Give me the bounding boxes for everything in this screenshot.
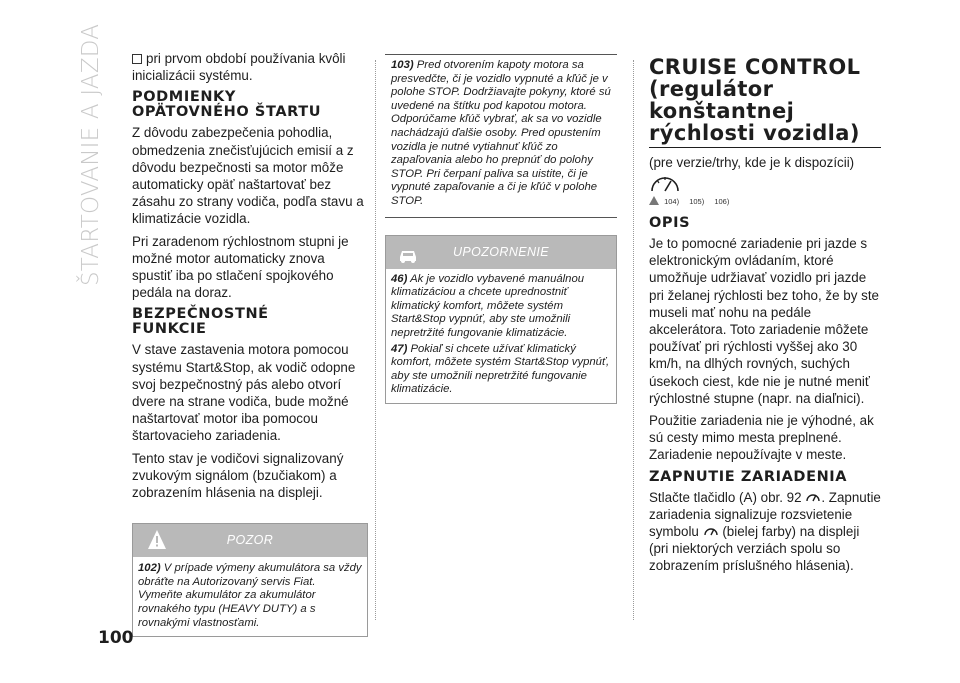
speedometer-icon <box>806 490 820 503</box>
caution-label: UPOZORNENIE <box>452 244 550 259</box>
ref-106: 106) <box>714 197 730 206</box>
speedometer-icon <box>704 524 718 537</box>
heading-safety-functions: BEZPEČNOSTNÉ FUNKCIE <box>132 306 269 338</box>
warning-box <box>132 523 368 637</box>
checkbox-icon <box>132 54 142 64</box>
ref-105: 105) <box>689 197 705 206</box>
note-47: 47) Pokiaľ si chcete užívať klimatický komfort, môžete systém Start&Stop vypnúť, aby ste umožnili nepretržité fungovanie klimatizácie. <box>391 342 610 396</box>
caution-box <box>385 235 617 404</box>
paragraph: Stlačte tlačidlo (A) obr. 92 . Zapnutie zariadenia signalizuje rozsvietenie symbolu (bielej farby) na displeji (pri niektorých verziách spolu so zobrazením príslušného hlásenia). <box>649 489 881 574</box>
intro-paragraph: pri prvom období používania kvôli inicializácii systému. <box>132 51 346 84</box>
note-references <box>649 196 881 206</box>
availability-note: (pre verzie/trhy, kde je k dispozícii) <box>649 155 855 170</box>
paragraph: Pri zaradenom rýchlostnom stupni je možné motor automaticky znova spustiť iba po stlačení spojkového pedála na doraz. <box>132 233 349 301</box>
note-103: 103) Pred otvorením kapoty motora sa presvedčte, či je vozidlo vypnuté a kľúč je v polohe STOP. Dodržiavajte pokyny, ktoré sú uvedené na štítku pod kapotou motora. Odporúčame kľúč vybrať, ak sa vo vozidle nachádzajú ďalšie osoby. Pred opustením vozidla je nutné vytiahnuť kľúč zo zapaľovania alebo ho prepnúť do polohy STOP. Pri čerpaní paliva sa uistite, či je vypnuté zapaľovanie a či je kľúč v polohe STOP. <box>391 59 611 207</box>
column-left <box>132 50 368 637</box>
paragraph: Použitie zariadenia nie je výhodné, ak sú cesty mimo mesta preplnené. Zariadenie nepoužívajte v meste. <box>649 413 874 463</box>
column-divider <box>633 60 634 620</box>
warning-box-header <box>133 524 367 557</box>
heading-restart-conditions: PODMIENKY OPÄTOVNÉHO ŠTARTU <box>132 89 322 121</box>
caution-box-body <box>386 269 616 403</box>
warning-label: POZOR <box>226 533 274 548</box>
heading-switching-on: ZAPNUTIE ZARIADENIA <box>649 468 848 485</box>
page-number: 100 <box>98 628 134 648</box>
section-title-cruise-control: CRUISE CONTROL (regulátor konštantnej rýchlosti vozidla) <box>649 56 881 148</box>
warning-box-body <box>133 557 367 636</box>
column-divider <box>375 60 376 620</box>
note-102: 102) V prípade výmeny akumulátora sa vždy obráťte na Autorizovaný servis Fiat. Vymeňte akumulátor za akumulátor rovnakého typu (HEAVY DUTY) a s rovnakými vlastnosťami. <box>138 562 362 629</box>
note-box <box>385 54 617 218</box>
paragraph: V stave zastavenia motora pomocou systému Start&Stop, ak vodič odopne svoj bezpečnostný pás alebo otvorí dvere na strane vodiča, bude možné naštartovať motor iba pomocou štartovacieho zariadenia. <box>132 342 356 444</box>
paragraph: Tento stav je vodičovi signalizovaný zvukovým signálom (bzučiakom) a zobrazením hlásenia na displeji. <box>132 450 344 501</box>
heading-description: OPIS <box>649 215 691 231</box>
note-46: 46) Ak je vozidlo vybavené manuálnou klimatizáciou a chcete uprednostniť klimatický komfort, môžete systém Start&Stop vypnúť, aby ste umožnili nepretržité fungovanie klimatizácie. <box>391 272 585 339</box>
paragraph: Z dôvodu zabezpečenia pohodlia, obmedzenia znečisťujúcich emisií a z dôvodu bezpečnosti sa motor môže automaticky opäť naštartovať bez zásahu zo strany vodiča, podľa stavu a klimatizácie vozidla. <box>132 125 364 227</box>
ref-104: 104) <box>664 197 680 206</box>
caution-box-header <box>386 236 616 269</box>
side-section-title: ŠTARTOVANIE A JAZDA <box>78 23 104 286</box>
speedometer-icon <box>649 174 681 194</box>
speedometer-symbol <box>649 174 881 194</box>
column-middle <box>385 54 617 404</box>
column-right <box>649 54 881 580</box>
paragraph: Je to pomocné zariadenie pri jazde s elektronickým ovládaním, ktoré umožňuje udržiavať vozidlo pri jazde pri želanej rýchlosti bez toho, že by ste museli mať nohu na pedále akcelerátora. Toto zariadenie môžete používať pri rýchlosti vyššej ako 30 km/h, na dlhých rovných, suchých úsekoch ciest, kde nie je nutné meniť rýchlostné stupne (napr. na diaľnici). <box>649 236 879 406</box>
warning-triangle-icon <box>649 196 659 205</box>
